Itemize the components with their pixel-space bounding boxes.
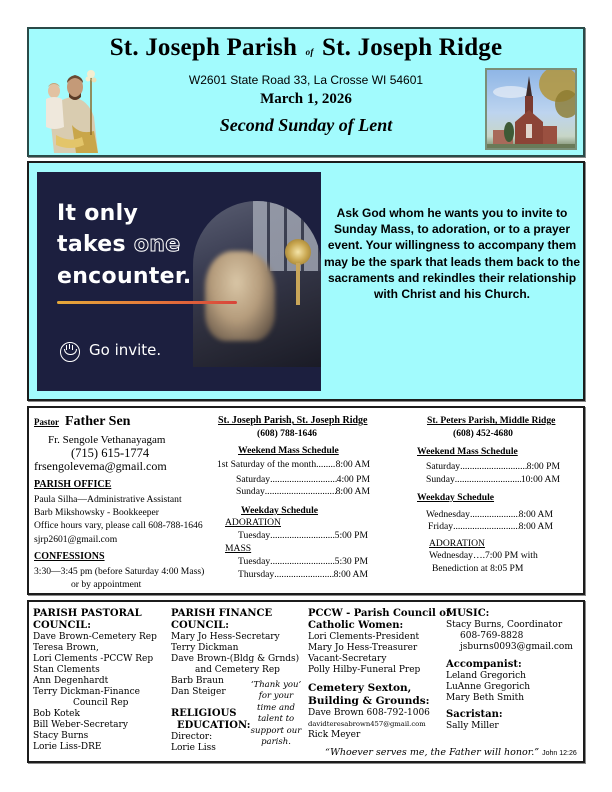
schedule-day: Tuesday <box>238 530 271 541</box>
pccw-heading-2: Catholic Women: <box>308 620 404 631</box>
council-member: Teresa Brown, <box>33 643 99 653</box>
st-joseph-statue-image <box>36 65 103 153</box>
st-peters-phone: (608) 452-4680 <box>453 428 513 439</box>
pccw <box>308 608 450 676</box>
council-member: Lorie Liss-DRE <box>33 742 102 752</box>
pastor-email: frsengolevema@gmail.com <box>34 459 167 473</box>
st-peters-schedule-title: St. Peters Parish, Middle Ridge <box>427 415 556 426</box>
councils-and-ministries <box>27 600 585 763</box>
st-peters-adoration-time: Wednesday….7:00 PM with <box>429 550 538 561</box>
st-peters-weekday-heading: Weekday Schedule <box>417 492 495 503</box>
pastor-label: Pastor <box>34 417 59 427</box>
st-peters-weekend-heading: Weekend Mass Schedule <box>417 446 518 457</box>
accompanist: Leland Gregorich <box>446 671 526 681</box>
schedule-time: 10:00 AM <box>520 474 560 485</box>
pastor-name: Father Sen <box>65 414 131 429</box>
sexton-heading: Cemetery Sexton, <box>308 682 412 694</box>
music-email: jsburns0093@gmail.com <box>460 642 573 652</box>
council-member: Ann Degenhardt <box>33 676 109 686</box>
pccw-member: Lori Clements-President <box>308 632 420 642</box>
title-of: of <box>305 47 314 57</box>
bulletin-date: March 1, 2026 <box>260 91 352 107</box>
accompanist-heading: Accompanist: <box>446 659 522 670</box>
ad-headline-line2 <box>57 232 181 257</box>
pastoral-council <box>33 608 157 753</box>
council-member: Stacy Burns <box>33 731 89 741</box>
cemetery-sexton <box>308 682 430 741</box>
schedule-day: Wednesday <box>426 509 470 520</box>
schedule-row <box>426 474 560 485</box>
parish-office-info <box>34 493 203 546</box>
thank-you-note <box>247 680 305 748</box>
schedule-day: 1st Saturday of the month <box>217 459 317 470</box>
invite-section <box>27 161 585 401</box>
religious-ed-heading: RELIGIOUS <box>171 708 237 719</box>
pccw-member: Mary Jo Hess-Treasurer <box>308 643 418 653</box>
music-phone: 608-769-8828 <box>460 631 524 641</box>
schedule-row <box>426 461 560 472</box>
council-member: Barb Braun <box>171 676 224 686</box>
religious-ed-heading-2: EDUCATION: <box>177 720 251 731</box>
parish-location: St. Joseph Ridge <box>321 34 503 61</box>
schedule-row <box>238 569 368 580</box>
contacts-and-schedule <box>27 406 585 595</box>
office-line: Barb Mikshowsky - Bookkeeper <box>34 507 159 519</box>
schedule-day: Thursday <box>238 569 275 580</box>
leader-dots <box>274 569 333 580</box>
office-email: sjrp2601@gmail.com <box>34 533 118 545</box>
pastoral-council-heading-2: COUNCIL: <box>33 620 91 631</box>
council-member: Lori Clements -PCCW Rep <box>33 654 154 664</box>
confessions-appointment: or by appointment <box>71 579 142 590</box>
pccw-member: Polly Hilby-Funeral Prep <box>308 665 421 675</box>
leader-dots <box>270 556 335 567</box>
pccw-member: Vacant-Secretary <box>308 654 387 664</box>
council-member: Dave Brown-Cemetery Rep <box>33 632 157 642</box>
church-photo <box>485 68 577 150</box>
person-figure <box>205 251 275 341</box>
monstrance-icon <box>285 239 311 265</box>
schedule-time: 5:30 PM <box>334 556 368 567</box>
parish-name: St. Joseph Parish <box>109 34 298 61</box>
monstrance-stem <box>296 263 300 305</box>
leader-dots <box>316 459 335 470</box>
schedule-day: Friday <box>428 521 454 532</box>
confessions-time: 3:30—3:45 pm (before Saturday 4:00 Mass) <box>34 566 205 577</box>
council-member: Bill Weber-Secretary <box>33 720 128 730</box>
council-member: Terry Dickman-Finance <box>33 687 140 697</box>
thanks-line: support our <box>250 725 302 736</box>
st-peters-adoration-label: ADORATION <box>429 538 485 549</box>
schedule-row <box>238 530 368 541</box>
leader-dots <box>455 474 521 485</box>
schedule-row <box>238 556 368 567</box>
finance-council-heading: PARISH FINANCE <box>171 608 273 619</box>
parish-title <box>29 34 583 62</box>
quote-reference: John 12:26 <box>542 750 577 757</box>
sexton-contact: Dave Brown 608-792-1006 <box>308 708 430 718</box>
ad-headline-line3: encounter. <box>57 264 192 289</box>
office-line: Office hours vary, please call 608-788-1646 <box>34 520 203 532</box>
schedule-time: 8:00 AM <box>335 486 370 497</box>
council-member-continued: and Cemetery Rep <box>195 665 280 675</box>
office-line: Paula Silha—Administrative Assistant <box>34 494 182 505</box>
go-invite-logo-icon <box>60 342 80 362</box>
council-member: Mary Jo Hess-Secretary <box>171 632 280 642</box>
leader-dots <box>453 521 519 532</box>
st-joseph-phone: (608) 788-1646 <box>257 428 317 439</box>
music-ministry <box>446 608 573 732</box>
schedule-time: 5:00 PM <box>334 530 368 541</box>
church-building-icon <box>487 70 575 148</box>
schedule-day: Saturday <box>236 474 271 485</box>
parish-address: W2601 State Road 33, La Crosse WI 54601 <box>188 73 424 87</box>
pastor-phone: (715) 615-1774 <box>71 446 150 460</box>
invite-message: Ask God whom he wants you to invite to Sunday Mass, to adoration, or to a prayer event. Your willingness to accompany them may be the spark that leads them back to the sacraments and rekindles their relationship with Christ and his Church. <box>323 206 581 302</box>
schedule-time: 8:00 AM <box>335 459 370 470</box>
council-member: Stan Clements <box>33 665 100 675</box>
accompanist: LuAnne Gregorich <box>446 682 531 692</box>
council-member: Terry Dickman <box>171 643 239 653</box>
schedule-row <box>428 521 553 532</box>
sacristan: Sally Miller <box>446 721 499 731</box>
sacristan-heading: Sacristan: <box>446 709 503 720</box>
ad-headline-takes: takes <box>57 232 134 257</box>
quote-text: “Whoever serves me, the Father will honor.” <box>325 747 540 758</box>
schedule-row <box>217 459 370 470</box>
schedule-time: 8:00 PM <box>526 461 560 472</box>
schedule-day: Sunday <box>426 474 455 485</box>
pccw-heading: PCCW - Parish Council of <box>308 608 451 619</box>
schedule-time: 8:00 AM <box>518 509 553 520</box>
thanks-line: talent to <box>257 714 295 725</box>
st-peters-benediction: Benediction at 8:05 PM <box>432 563 524 574</box>
schedule-time: 8:00 AM <box>518 521 553 532</box>
st-joseph-weekend-heading: Weekend Mass Schedule <box>238 445 339 456</box>
st-joseph-schedule-title: St. Joseph Parish, St. Joseph Ridge <box>218 415 368 426</box>
ad-headline-one: one <box>133 232 181 257</box>
leader-dots <box>270 530 335 541</box>
pastor-full-name: Fr. Sengole Vethanayagam <box>48 434 166 446</box>
thanks-line: for your <box>258 691 294 702</box>
pastoral-council-heading: PARISH PASTORAL <box>33 608 142 619</box>
religious-education <box>171 708 251 754</box>
ad-cta: Go invite. <box>89 341 162 359</box>
schedule-row <box>236 486 370 497</box>
scripture-quote <box>325 747 577 759</box>
thanks-line: parish. <box>261 737 291 748</box>
leader-dots <box>460 461 527 472</box>
schedule-time: 8:00 AM <box>333 569 368 580</box>
st-joseph-weekday-heading: Weekday Schedule <box>241 505 319 516</box>
leader-dots <box>270 474 337 485</box>
religious-ed-director-label: Director: <box>171 732 213 742</box>
thanks-line: time and <box>257 702 295 713</box>
adoration-photo <box>193 201 321 367</box>
council-member: Dave Brown-(Bldg & Grnds) <box>171 654 300 664</box>
parish-office-heading: PARISH OFFICE <box>34 479 112 490</box>
schedule-time: 4:00 PM <box>336 474 370 485</box>
sexton-email: davidteresabrown457@gmail.com <box>308 720 426 728</box>
council-member: Bob Kotek <box>33 709 80 719</box>
ad-underline-stroke <box>57 301 237 304</box>
religious-ed-director: Lorie Liss <box>171 743 216 753</box>
liturgical-day: Second Sunday of Lent <box>219 115 393 135</box>
music-coordinator: Stacy Burns, Coordinator <box>446 620 563 630</box>
st-joseph-mass-label: MASS <box>225 543 252 554</box>
council-member-continued: Council Rep <box>73 698 129 708</box>
ad-headline-line1: It only <box>57 201 139 226</box>
leader-dots <box>470 509 519 520</box>
finance-council-heading-2: COUNCIL: <box>171 620 229 631</box>
accompanist: Mary Beth Smith <box>446 693 525 703</box>
st-joseph-adoration-label: ADORATION <box>225 517 281 528</box>
schedule-day: Tuesday <box>238 556 271 567</box>
sexton-contact-2: Rick Meyer <box>308 730 361 740</box>
bulletin-header <box>27 27 585 157</box>
schedule-row <box>236 474 370 485</box>
council-member: Dan Steiger <box>171 687 226 697</box>
pastor-line <box>34 414 130 430</box>
thanks-line: ‘Thank you’ <box>250 680 302 690</box>
music-heading: MUSIC: <box>446 608 490 619</box>
leader-dots <box>265 486 336 497</box>
schedule-day: Saturday <box>426 461 461 472</box>
schedule-day: Sunday <box>236 486 265 497</box>
go-invite-ad-image <box>37 172 321 391</box>
sexton-heading-2: Building & Grounds: <box>308 695 430 707</box>
confessions-heading: CONFESSIONS <box>34 551 105 562</box>
schedule-row <box>426 509 553 520</box>
